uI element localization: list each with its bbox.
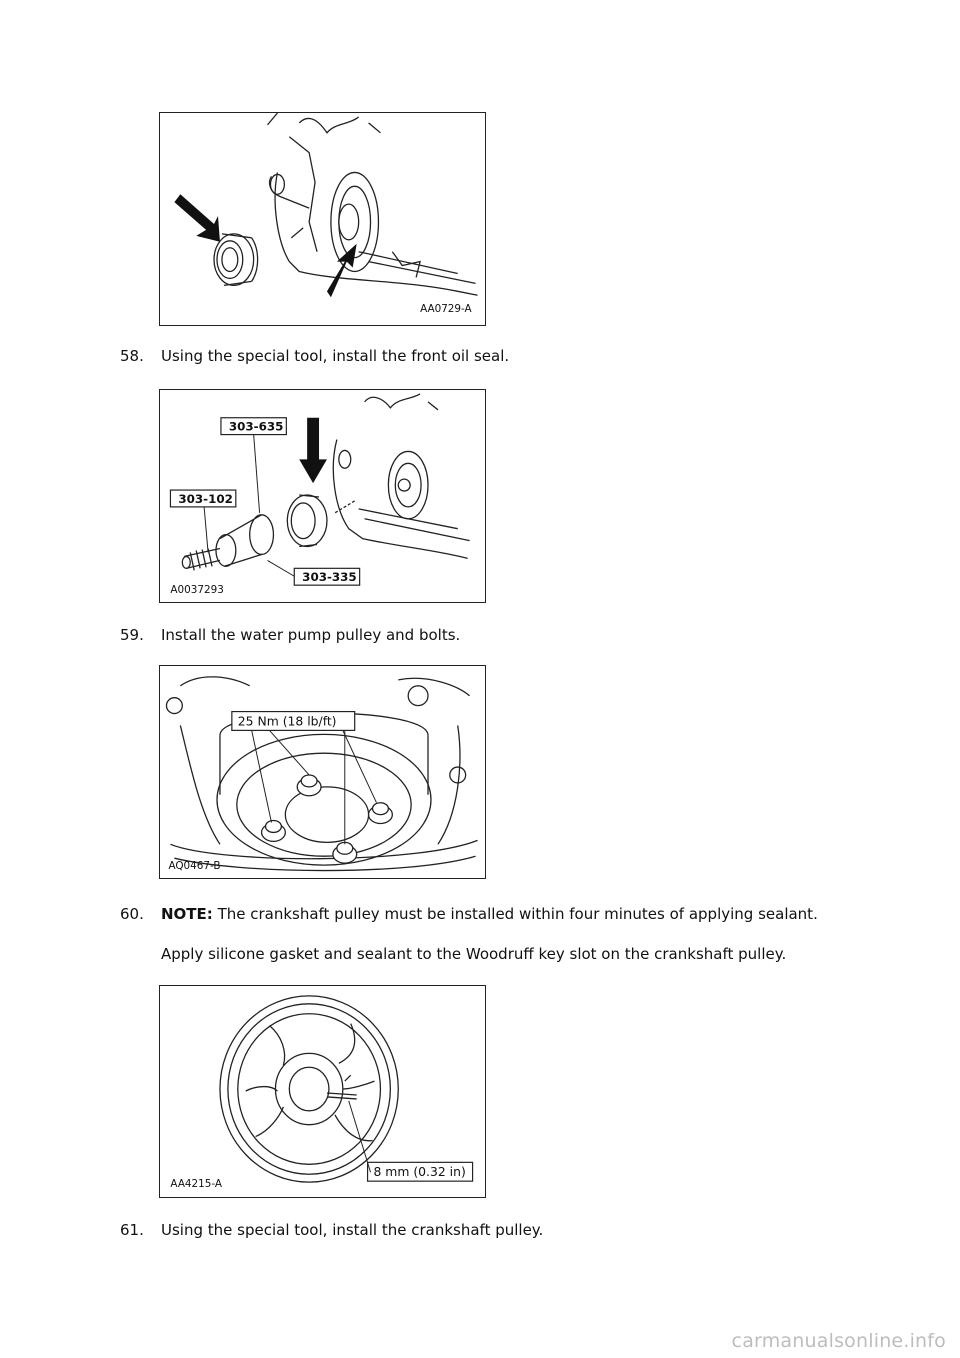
step-number: 58. [120, 347, 144, 365]
figure-crankshaft-pulley-sealant [159, 985, 486, 1198]
step-number: 59. [120, 626, 144, 644]
callout-303-335: 303-335 [302, 570, 357, 585]
figure-illustration [160, 666, 485, 878]
figure-illustration [160, 113, 485, 325]
note-text: The crankshaft pulley must be installed within four minutes of applying sealant. [212, 905, 818, 923]
watermark: carmanualsonline.info [731, 1330, 946, 1352]
step-text: Using the special tool, install the front oil seal. [161, 347, 510, 365]
callout-dimension: 8 mm (0.32 in) [373, 1165, 466, 1180]
figure-caption: AA4215-A [170, 1178, 223, 1191]
callout-303-102: 303-102 [178, 491, 233, 506]
figure-water-pump-pulley [159, 665, 486, 879]
figure-caption: A0037293 [170, 584, 224, 597]
step-text: Using the special tool, install the crankshaft pulley. [161, 1221, 544, 1239]
step-60-instruction: Apply silicone gasket and sealant to the Woodruff key slot on the crankshaft pulley. [161, 945, 787, 963]
note-label: NOTE: [161, 905, 213, 923]
step-number: 60. [120, 905, 144, 923]
figure-caption: AA0729-A [420, 303, 472, 316]
note-line [161, 905, 818, 923]
callout-torque: 25 Nm (18 lb/ft) [237, 714, 337, 729]
callout-303-635: 303-635 [228, 419, 284, 434]
figure-illustration [160, 390, 485, 602]
step-text: Install the water pump pulley and bolts. [161, 626, 461, 644]
figure-caption: AQ0467-B [168, 860, 221, 873]
figure-front-oil-seal [159, 112, 486, 326]
figure-special-tool-install [159, 389, 486, 603]
figure-illustration [160, 986, 485, 1197]
step-number: 61. [120, 1221, 144, 1239]
